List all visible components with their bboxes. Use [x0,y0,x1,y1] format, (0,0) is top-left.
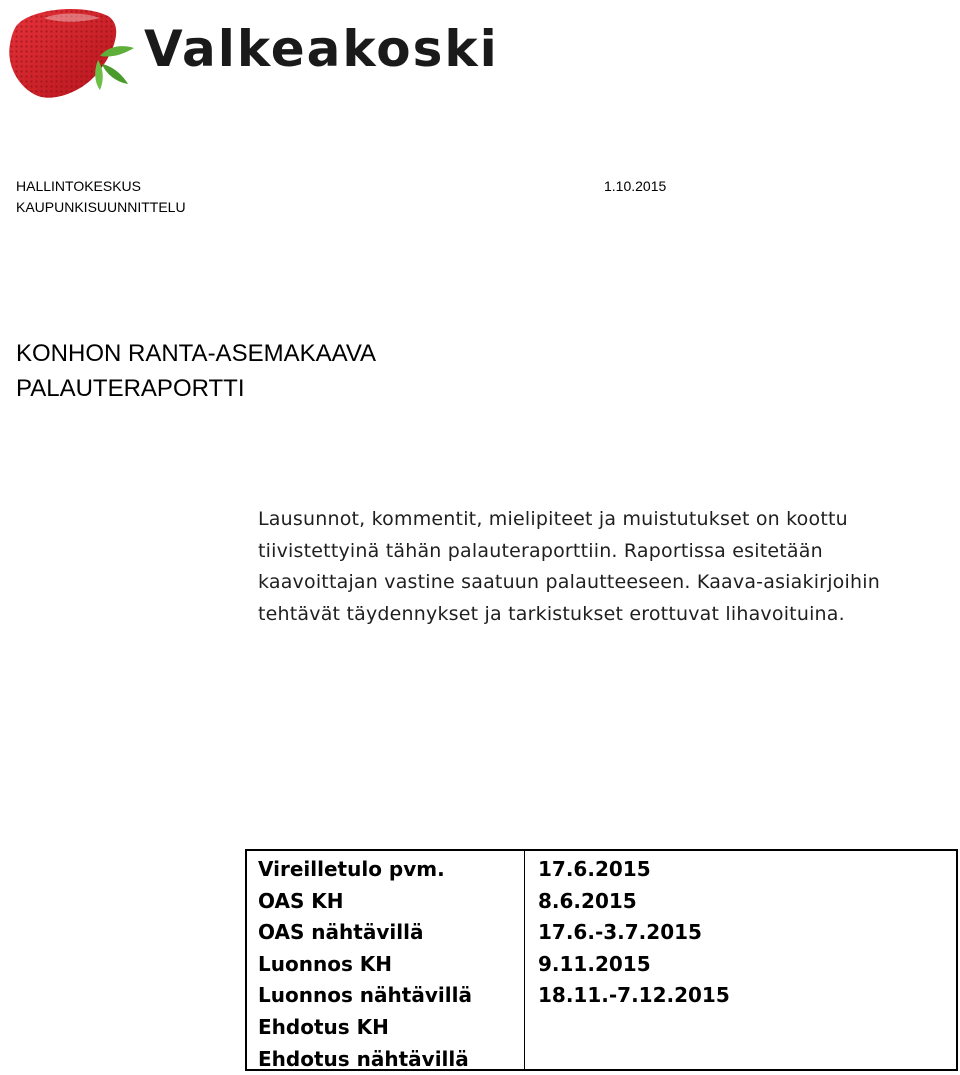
strawberry-logo-icon [4,4,144,104]
schedule-label: Luonnos KH [258,951,393,976]
schedule-label: Vireilletulo pvm. [258,857,445,881]
table-column-divider [524,851,525,1069]
document-title [16,336,376,406]
schedule-value: 17.6.2015 [538,857,651,881]
intro-line: tehtävät täydennykset ja tarkistukset erottuvat lihavoituina. [258,602,845,625]
schedule-values [538,854,730,1012]
schedule-value: 9.11.2015 [538,951,651,976]
schedule-table [245,849,958,1071]
valkeakoski-logo [4,4,564,104]
intro-line: kaavoittajan vastine saatuun palautteeseen. Kaava-asiakirjoihin [258,571,880,593]
schedule-label: Ehdotus KH [258,1014,389,1039]
schedule-value: 17.6.-3.7.2015 [538,920,702,945]
schedule-label: OAS nähtävillä [258,920,424,945]
schedule-value: 8.6.2015 [538,888,637,913]
department-name: HALLINTOKESKUS [16,178,142,194]
schedule-label: Luonnos nähtävillä [258,983,472,1008]
unit-name: KAUPUNKISUUNNITTELU [16,199,186,215]
title-line-2: PALAUTERAPORTTI [16,375,245,402]
intro-line: Lausunnot, kommentit, mielipiteet ja muistutukset on koottu [258,508,848,530]
intro-line: tiivistettyinä tähän palauteraporttiin. Raportissa esitetään [258,539,823,562]
intro-paragraph [258,504,948,630]
logo-wordmark: Valkeakoski [144,20,499,78]
schedule-label: OAS KH [258,888,344,913]
title-line-1: KONHON RANTA-ASEMAKAAVA [16,340,377,367]
document-header [16,176,696,218]
schedule-label: Ehdotus nähtävillä [258,1046,469,1071]
document-date: 1.10.2015 [604,178,667,194]
schedule-value: 18.11.-7.12.2015 [538,983,730,1008]
schedule-labels [258,854,472,1075]
